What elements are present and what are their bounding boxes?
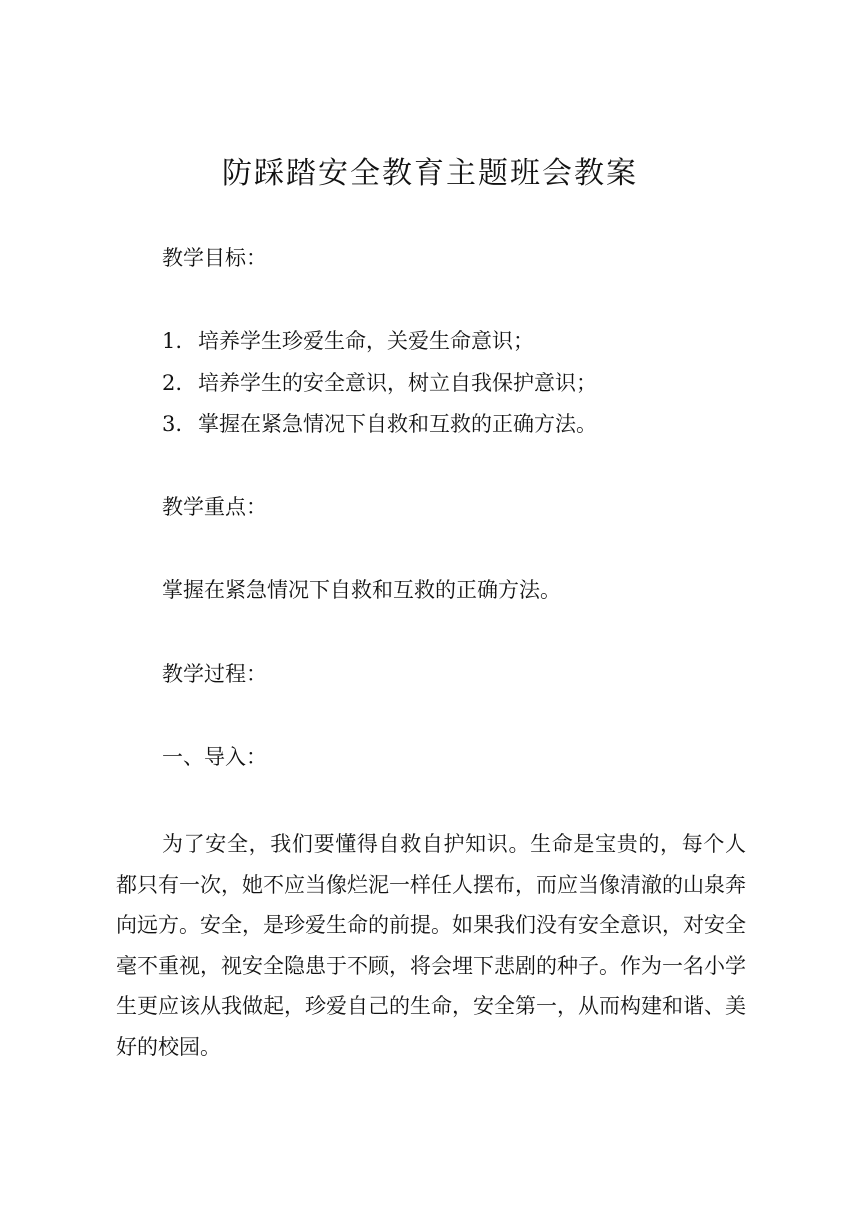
objective-number: 3. [162,412,183,436]
objective-text: 培养学生的安全意识，树立自我保护意识； [198,371,597,395]
intro-heading: 一、导入： [162,745,267,769]
objective-text: 掌握在紧急情况下自救和互救的正确方法。 [198,412,597,436]
intro-paragraph: 为了安全，我们要懂得自救自护知识。生命是宝贵的，每个人都只有一次，她不应当像烂泥一样任人摆布，而应当像清澈的山泉奔向远方。安全，是珍爱生命的前提。如果我们没有安全意识，对安全毫不重视，视安全隐患于不顾，将会埋下悲剧的种子。作为一名小学生更应该从我做起，珍爱自己的生命，安全第一，从而构建和谐、美好的校园。 [116,832,746,1059]
objective-text: 培养学生珍爱生命，关爱生命意识； [198,329,534,353]
process-heading: 教学过程： [162,662,267,686]
key-points-text: 掌握在紧急情况下自救和互救的正确方法。 [162,578,561,602]
key-points-heading: 教学重点： [162,495,267,519]
objective-item-1 [162,326,534,356]
objective-number: 1. [162,329,183,353]
objective-item-2 [162,368,597,398]
document-title: 防踩踏安全教育主题班会教案 [222,156,638,191]
objectives-heading: 教学目标： [162,246,267,270]
objective-item-3 [162,409,597,439]
objective-number: 2. [162,371,183,395]
